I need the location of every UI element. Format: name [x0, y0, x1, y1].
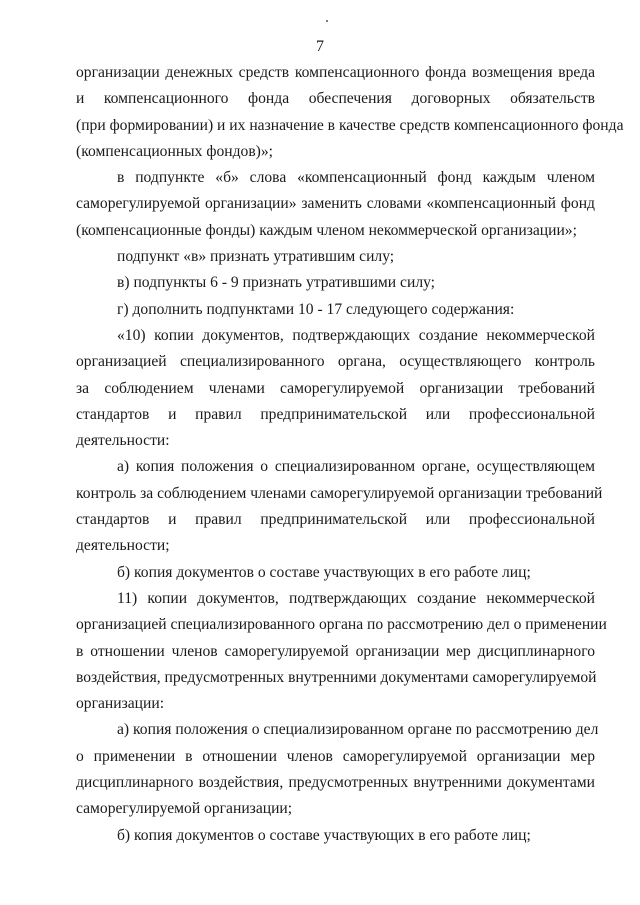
text-line: в отношении членов саморегулируемой организации мер дисциплинарного: [76, 642, 595, 660]
paragraph: [76, 560, 595, 586]
text-line: деятельности;: [76, 537, 170, 555]
text-line: (при формировании) и их назначение в качестве средств компенсационного фонда: [76, 116, 624, 134]
text-line: «10) копии документов, подтверждающих создание некоммерческой: [117, 326, 595, 344]
page-number: 7: [316, 38, 324, 55]
text-line: в) подпункты 6 - 9 признать утратившими силу;: [117, 274, 436, 292]
paragraph: [76, 823, 595, 849]
text-line: б) копия документов о составе участвующих в его работе лиц;: [117, 563, 531, 581]
text-line: стандартов и правил предпринимательской или профессиональной: [76, 511, 595, 529]
paragraph: [76, 165, 595, 244]
text-line: деятельности:: [76, 432, 170, 450]
text-line: контроль за соблюдением членами саморегулируемой организации требований: [76, 484, 603, 502]
text-line: организацией специализированного органа по рассмотрению дел о применении: [76, 616, 607, 634]
scan-mark: [326, 20, 328, 22]
text-line: 11) копии документов, подтверждающих создание некоммерческой: [117, 589, 595, 607]
text-line: организацией специализированного органа, осуществляющего контроль: [76, 353, 595, 371]
text-line: о применении в отношении членов саморегулируемой организации мер: [76, 747, 595, 765]
paragraph: [76, 454, 603, 559]
paragraph: [76, 270, 595, 296]
paragraph: [76, 323, 595, 454]
text-line: (компенсационные фонды) каждым членом некоммерческой организации»;: [76, 221, 577, 239]
text-line: организации денежных средств компенсационного фонда возмещения вреда: [76, 64, 595, 81]
text-line: за соблюдением членами саморегулируемой организации требований: [76, 379, 595, 397]
text-line: стандартов и правил предпринимательской или профессиональной: [76, 405, 595, 423]
paragraph: [76, 244, 595, 270]
paragraph: [76, 717, 599, 822]
paragraph: [76, 586, 607, 717]
text-line: а) копия положения о специализированном органе по рассмотрению дел: [117, 721, 599, 739]
text-line: организации:: [76, 695, 165, 713]
text-line: (компенсационных фондов)»;: [76, 142, 274, 160]
text-line: воздействия, предусмотренных внутренними документами саморегулируемой: [76, 668, 597, 686]
text-line: подпункт «в» признать утратившим силу;: [117, 248, 395, 266]
paragraph: [76, 297, 595, 323]
paragraph: [76, 60, 624, 165]
text-line: саморегулируемой организации;: [76, 800, 293, 818]
text-line: в подпункте «б» слова «компенсационный фонд каждым членом: [117, 169, 595, 187]
text-line: б) копия документов о составе участвующих в его работе лиц;: [117, 826, 531, 844]
text-line: саморегулируемой организации» заменить словами «компенсационный фонд: [76, 195, 595, 213]
text-line: дисциплинарного воздействия, предусмотренных внутренними документами: [76, 774, 595, 792]
text-line: и компенсационного фонда обеспечения договорных обязательств: [76, 90, 595, 108]
text-line: а) копия положения о специализированном органе, осуществляющем: [117, 458, 595, 476]
document-body: [76, 60, 624, 849]
text-line: г) дополнить подпунктами 10 - 17 следующего содержания:: [117, 300, 515, 318]
